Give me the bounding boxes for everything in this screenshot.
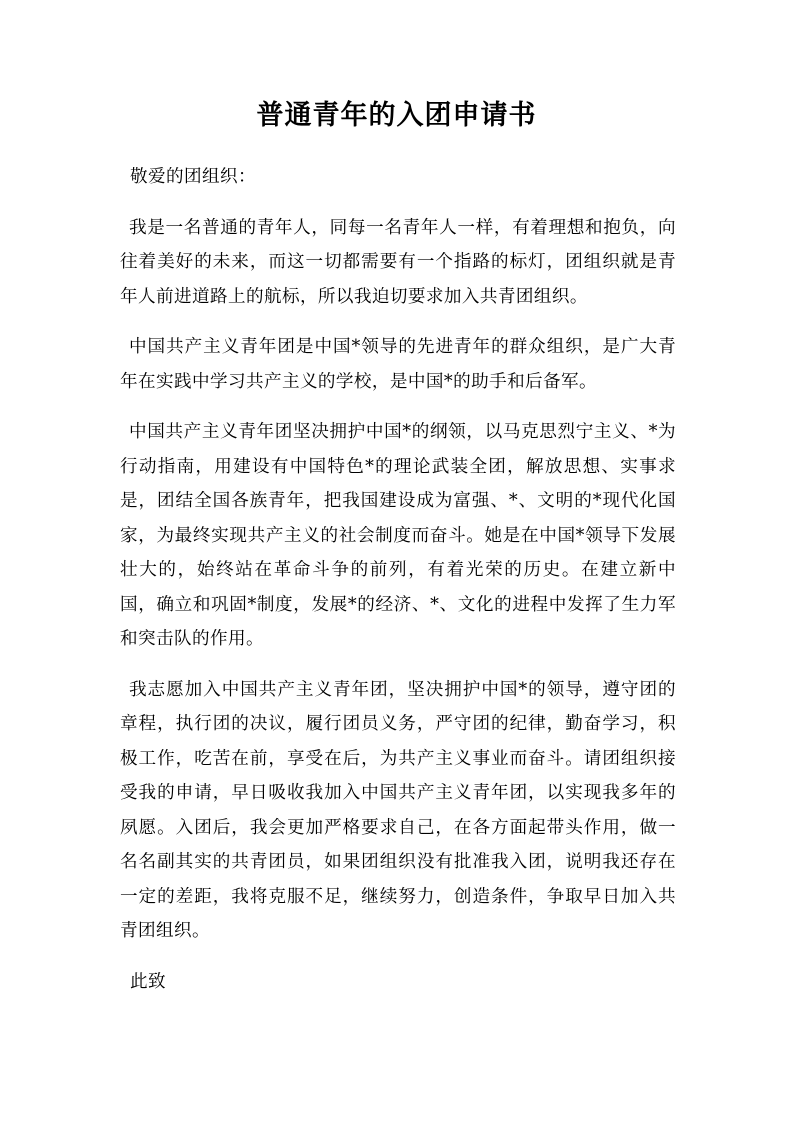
paragraph-4: 我志愿加入中国共产主义青年团，坚决拥护中国*的领导，遵守团的章程，执行团的决议，履行团员义务，严守团的纪律，勤奋学习，积极工作，吃苦在前，享受在后，为共产主义事业而奋斗。请团组织接受我的申请，早日吸收我加入中国共产主义青年团，以实现我多年的夙愿。入团后，我会更加严格要求自己，在各方面起带头作用，做一名名副其实的共青团员，如果团组织没有批准我入团，说明我还存在一定的差距，我将克服不足，继续努力，创造条件，争取早日加入共青团组织。	[120, 679, 676, 941]
document-title: 普通青年的入团申请书	[256, 100, 537, 131]
paragraph-3: 中国共产主义青年团坚决拥护中国*的纲领，以马克思烈宁主义、*为行动指南，用建设有中国特色*的理论武装全团，解放思想、实事求是，团结全国各族青年，把我国建设成为富强、*、文明的*现代化国家，为最终实现共产主义的社会制度而奋斗。她是在中国*领导下发展壮大的，始终站在革命斗争的前列，有着光荣的历史。在建立新中国，确立和巩固*制度，发展*的经济、*、文化的进程中发挥了生力军和突击队的作用。	[120, 422, 676, 649]
paragraph-1: 我是一名普通的青年人，同每一名青年人一样，有着理想和抱负，向往着美好的未来，而这一切都需要有一个指路的标灯，团组织就是青年人前进道路上的航标，所以我迫切要求加入共青团组织。	[120, 217, 676, 307]
paragraph-2: 中国共产主义青年团是中国*领导的先进青年的群众组织，是广大青年在实践中学习共产主义的学校，是中国*的助手和后备军。	[120, 337, 676, 392]
closing: 此致	[130, 971, 166, 992]
document-body	[120, 160, 676, 999]
salutation: 敬爱的团组织：	[130, 167, 256, 187]
